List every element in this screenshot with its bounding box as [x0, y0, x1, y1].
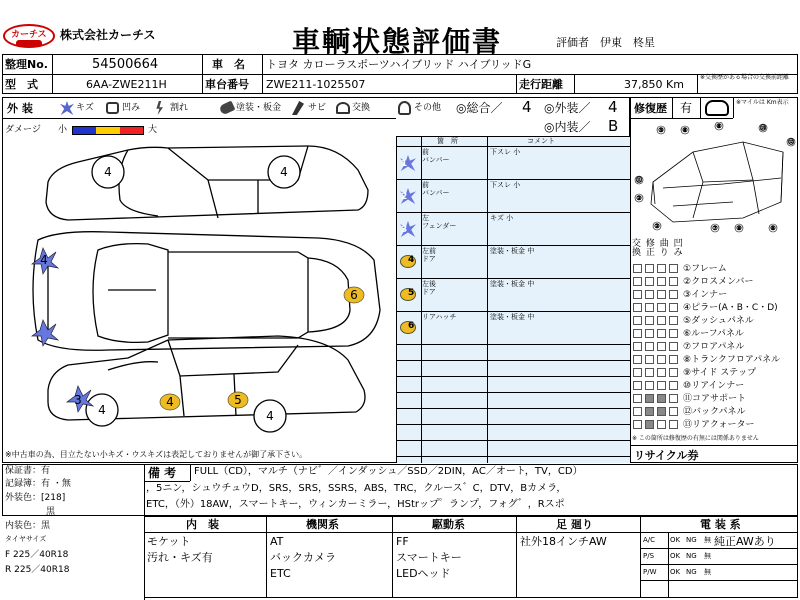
- naisou-label: 内 装: [186, 518, 219, 531]
- repair-grid-cell: [657, 316, 666, 325]
- damage-comment: 下スレ 小: [490, 148, 521, 156]
- diagram-num: 4: [266, 409, 274, 423]
- kudou-item: FF: [396, 535, 409, 548]
- chassis-value: ZWE211-1025507: [266, 78, 366, 91]
- repair-label: 修復歴: [634, 102, 667, 115]
- ext-score-value: 4: [608, 98, 618, 116]
- evaluator-name: 伊東 柊星: [600, 36, 655, 49]
- repair-grid-cell: [633, 381, 642, 390]
- repair-grid-cell: [657, 329, 666, 338]
- svg-text:⑪: ⑪: [635, 177, 643, 184]
- table-row: [396, 279, 630, 312]
- biko-line: ETC，（外）18AW，スマートキー，ウィンカーミラー，HStrップ゜ランプ，フォグ゛，Rスポ: [146, 499, 565, 510]
- svg-text:⑬: ⑬: [759, 125, 767, 132]
- damage-part: 左 フェンダー: [422, 214, 457, 230]
- repair-grid-cell: [633, 394, 642, 403]
- damage-scale-label: ダメージ: [5, 125, 41, 135]
- damage-color-red: [120, 127, 143, 134]
- repair-grid-cell: [645, 368, 654, 377]
- repair-grid-cell: [633, 290, 642, 299]
- repair-item: ②クロスメンバー: [683, 277, 754, 287]
- repair-grid-cell: [669, 342, 678, 351]
- damage-part: リアハッチ: [422, 313, 457, 321]
- kikan-item: バックカメラ: [270, 551, 336, 564]
- repair-grid-cell: [669, 264, 678, 273]
- damage-small-label: 小: [58, 125, 68, 135]
- mileage-label: 走行距離: [519, 78, 563, 91]
- logo-text: カーチス: [11, 30, 47, 40]
- diagram-num: 4: [104, 165, 112, 179]
- repair-grid-cell: [657, 368, 666, 377]
- kudou-label: 駆動系: [432, 518, 465, 531]
- kikan-label: 機関系: [306, 518, 339, 531]
- damage-part: 前 バンパー: [422, 181, 450, 197]
- damage-comment: キズ 小: [490, 214, 514, 222]
- row-badge: 6: [408, 321, 415, 331]
- repair-grid: [633, 264, 683, 434]
- denso-extra: 無: [704, 568, 711, 576]
- damage-part: 左前 ドア: [422, 247, 436, 263]
- biko-label: 備 考: [148, 466, 177, 480]
- biko-line: FULL（CD），マルチ（ナビ゛／インダッシュ／SSD／2DIN，AC／オート，TV，CD）: [194, 466, 583, 477]
- row-badge: 5: [408, 288, 415, 298]
- repair-grid-cell: [669, 329, 678, 338]
- table-row: [396, 147, 630, 180]
- int-score-label: ◎内装／: [544, 120, 591, 134]
- repair-grid-cell: [633, 303, 642, 312]
- repair-grid-cell: [645, 342, 654, 351]
- repair-grid-cell: [633, 316, 642, 325]
- katashiki-value: 6AA-ZWE211H: [86, 78, 167, 91]
- replace-icon: [336, 102, 350, 114]
- ashi-item: 社外18インチAW: [520, 535, 607, 548]
- ext-score-label: ◎外装／: [544, 101, 591, 115]
- damage-part: 左後 ドア: [422, 280, 436, 296]
- row-badge: 4: [408, 255, 415, 265]
- repair-grid-cell: [657, 381, 666, 390]
- repair-item: ③インナー: [683, 290, 728, 300]
- kikan-item: AT: [270, 535, 284, 548]
- denso-ng: NG: [686, 552, 697, 560]
- repair-items: [683, 265, 797, 434]
- ashi-label: 足 廻り: [556, 518, 593, 531]
- shamei-label: 車 名: [212, 58, 245, 71]
- repair-grid-cell: [657, 420, 666, 429]
- repair-item: ⑩リアインナー: [683, 381, 745, 391]
- repair-grid-cell: [657, 264, 666, 273]
- hosho-label: 保証書：有: [5, 466, 51, 476]
- denso-extra: 無: [704, 552, 711, 560]
- chassis-label: 車台番号: [205, 78, 249, 91]
- svg-text:⑨: ⑨: [736, 225, 742, 232]
- repair-grid-cell: [657, 342, 666, 351]
- repair-grid-cell: [633, 342, 642, 351]
- repair-grid-cell: [669, 368, 678, 377]
- repair-grid-cell: [633, 368, 642, 377]
- denso-ok: OK: [670, 552, 681, 560]
- repair-grid-cell: [657, 407, 666, 416]
- repair-grid-cell: [633, 329, 642, 338]
- other-icon: [398, 101, 411, 115]
- row-badge: 2: [401, 192, 408, 202]
- repair-grid-cell: [645, 407, 654, 416]
- diagram-num: 6: [350, 288, 358, 302]
- int-score-value: B: [608, 117, 619, 135]
- repair-grid-cell: [657, 394, 666, 403]
- repair-grid-cell: [657, 290, 666, 299]
- repair-grid-cell: [633, 407, 642, 416]
- repair-grid-cell: [669, 355, 678, 364]
- logo-car-icon: [16, 40, 42, 47]
- repair-grid-cell: [645, 355, 654, 364]
- seiri-value: 54500664: [92, 57, 159, 72]
- repair-grid-cell: [633, 264, 642, 273]
- repair-grid-cell: [645, 329, 654, 338]
- car-front-icon: [705, 100, 729, 116]
- svg-text:⑥: ⑥: [682, 127, 688, 134]
- svg-text:②: ②: [654, 223, 660, 230]
- svg-text:②: ②: [636, 195, 642, 202]
- table-row: [396, 180, 630, 213]
- mileage-note: ※交換歴がある場合の交換前距離: [700, 74, 790, 81]
- diagram-num: 4: [98, 403, 106, 417]
- naisoushoku-label: 内装色：黒: [5, 521, 51, 531]
- recycle-label: リサイクル券: [634, 449, 699, 462]
- seiri-label: 整理No.: [5, 58, 48, 71]
- frame-diagram: [633, 122, 797, 234]
- row-badge: 3: [401, 225, 408, 235]
- repair-item: ⑥ルーフパネル: [683, 329, 744, 339]
- repair-grid-cell: [645, 420, 654, 429]
- repair-grid-cell: [669, 303, 678, 312]
- denso-ok: OK: [670, 568, 681, 576]
- diagram-num: 5: [234, 393, 242, 407]
- repair-grid-cell: [645, 290, 654, 299]
- denso-key: A/C: [643, 536, 656, 544]
- table-row: [396, 213, 630, 246]
- tire-label: タイヤサイズ: [5, 535, 47, 543]
- diagram-num: 4: [40, 253, 48, 267]
- repair-note: ※マイルは Km表示: [736, 99, 789, 106]
- repair-item: ④ピラー(A・B・C・D): [683, 303, 778, 313]
- denso-key: P/S: [643, 552, 655, 560]
- overall-label: ◎総合／: [456, 101, 503, 115]
- svg-text:⑥: ⑥: [716, 123, 722, 130]
- exterior-label: 外 装: [7, 102, 33, 115]
- repair-grid-cell: [645, 394, 654, 403]
- svg-text:⑧: ⑧: [770, 225, 776, 232]
- damage-table-header-part: 箇 所: [437, 137, 458, 145]
- naisou-item: モケット: [147, 535, 191, 548]
- repair-grid-cell: [645, 381, 654, 390]
- company-name: 株式会社カーチス: [60, 28, 156, 42]
- kudou-item: スマートキー: [396, 551, 462, 564]
- exterior-footnote: ※中古車の為、目立たない小キズ・ウスキズは表記しておりませんが御了承下さい。: [5, 450, 308, 459]
- svg-text:⑦: ⑦: [712, 225, 718, 232]
- repair-grid-cell: [657, 277, 666, 286]
- repair-item: ⑤ダッシュパネル: [683, 316, 754, 326]
- repair-item: ⑪コアサポート: [683, 394, 747, 404]
- repair-item: ⑫バックパネル: [683, 407, 746, 417]
- damage-color-yellow: [96, 127, 119, 134]
- repair-grid-header: 交 修 曲 凹 換 正 り み: [632, 239, 684, 259]
- denso-ng: NG: [686, 536, 697, 544]
- table-row: [396, 312, 630, 345]
- repair-grid-cell: [633, 420, 642, 429]
- diagram-num: 3: [74, 393, 82, 407]
- repair-grid-cell: [657, 355, 666, 364]
- damage-large-label: 大: [148, 125, 158, 135]
- repair-grid-cell: [669, 381, 678, 390]
- repair-grid-cell: [669, 407, 678, 416]
- damage-color-blue: [73, 127, 96, 134]
- denso-extra: 無: [704, 536, 711, 544]
- damage-comment: 塗装・板金 中: [490, 280, 535, 288]
- diagram-num: 4: [280, 165, 288, 179]
- tire-front: F 225／40R18: [5, 550, 69, 560]
- repair-value: 有: [680, 101, 693, 115]
- damage-part: 前 バンパー: [422, 148, 450, 164]
- diagram-num: 4: [166, 395, 174, 409]
- repair-footnote: ※ この箇所は修復歴の有無には関係ありません: [632, 435, 759, 442]
- damage-scale-bar: [72, 126, 144, 135]
- repair-grid-cell: [669, 394, 678, 403]
- denso-ng: NG: [686, 568, 697, 576]
- denso-note: 純正AWあり: [714, 535, 776, 548]
- repair-item: ⑬リアクォーター: [683, 420, 755, 430]
- repair-grid-cell: [669, 290, 678, 299]
- damage-table-header-comment: コメント: [527, 137, 555, 145]
- damage-comment: 塗装・板金 中: [490, 313, 535, 321]
- repair-item: ⑦フロアパネル: [683, 342, 745, 352]
- kiroku-label: 記録簿：有 ・無: [5, 479, 71, 489]
- row-badge: 1: [401, 159, 408, 169]
- repair-grid-cell: [669, 277, 678, 286]
- repair-grid-cell: [633, 277, 642, 286]
- gaisoushoku-label: 外装色：[218]: [5, 493, 66, 503]
- repair-grid-cell: [669, 420, 678, 429]
- damage-comment: 塗装・板金 中: [490, 247, 535, 255]
- denso-key: P/W: [643, 568, 657, 576]
- naisou-item: 汚れ・キズ有: [147, 551, 213, 564]
- dent-icon: [106, 102, 119, 114]
- repair-grid-cell: [645, 316, 654, 325]
- mileage-value: 37,850 Km: [624, 78, 684, 91]
- svg-text:③: ③: [658, 127, 664, 134]
- svg-text:⑫: ⑫: [787, 139, 795, 146]
- repair-item: ⑧トランクフロアパネル: [683, 355, 781, 365]
- shamei-value: トヨタ カローラスポーツハイブリッド ハイブリッドG: [266, 58, 532, 71]
- biko-line: ，5ニン，シュウチュウD，SRS，SRS，SSRS，ABS，TRC，クルース゛C，DTV，Bカメラ，: [146, 483, 567, 494]
- evaluator-label: 評価者: [556, 36, 589, 49]
- repair-item: ⑨サイド ステップ: [683, 368, 757, 378]
- repair-item: ①フレーム: [683, 264, 727, 274]
- damage-markers: [32, 248, 364, 412]
- page-title: 車輌状態評価書: [292, 25, 503, 58]
- repair-grid-cell: [633, 355, 642, 364]
- denso-ok: OK: [670, 536, 681, 544]
- table-row: [396, 246, 630, 279]
- overall-value: 4: [522, 98, 532, 116]
- car-diagram: [8, 140, 394, 445]
- kikan-item: ETC: [270, 567, 291, 580]
- damage-comment: 下スレ 小: [490, 181, 521, 189]
- repair-grid-cell: [657, 303, 666, 312]
- kudou-item: LEDヘッド: [396, 567, 451, 580]
- katashiki-label: 型 式: [5, 78, 38, 91]
- color-value: 黒: [46, 507, 56, 517]
- tire-rear: R 225／40R18: [5, 565, 70, 575]
- repair-grid-cell: [645, 303, 654, 312]
- repair-grid-cell: [669, 316, 678, 325]
- repair-grid-cell: [645, 264, 654, 273]
- repair-grid-cell: [645, 277, 654, 286]
- denso-label: 電 装 系: [700, 518, 741, 531]
